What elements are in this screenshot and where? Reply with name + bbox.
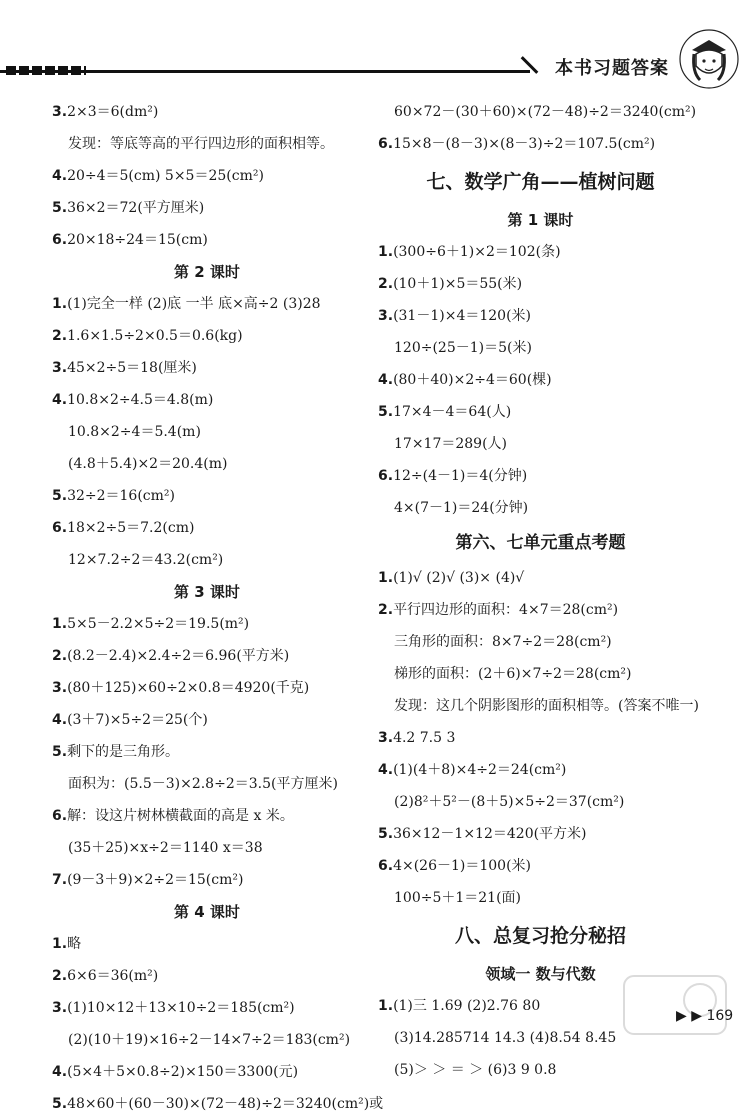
answer-continuation: (35＋25)×x÷2＝1140 x＝38 <box>68 840 263 856</box>
question-number: 3. <box>52 104 68 120</box>
question-number: 1. <box>378 998 394 1014</box>
question-number: 5. <box>52 1096 68 1112</box>
answer-text: 45×2÷5＝18(厘米) <box>67 360 197 376</box>
answer-continuation: 面积为：(5.5－3)×2.8÷2＝3.5(平方厘米) <box>68 776 338 792</box>
answer-line <box>52 736 362 768</box>
lesson-heading: 第 1 课时 <box>507 211 574 229</box>
question-number: 4. <box>378 372 394 388</box>
answer-continuation: 三角形的面积：8×7÷2＝28(cm²) <box>394 634 612 650</box>
answer-text: (1)完全一样 (2)底 一半 底×高÷2 (3)28 <box>67 296 321 312</box>
answer-text: (10＋1)×5＝55(米) <box>393 276 523 292</box>
answer-line <box>52 512 362 544</box>
question-number: 2. <box>52 968 68 984</box>
question-number: 1. <box>378 244 394 260</box>
question-number: 5. <box>378 826 394 842</box>
page-number: ▶ ▶ 169 <box>676 1008 734 1024</box>
answer-line <box>378 594 703 626</box>
watermark-logo <box>620 970 730 1040</box>
answer-text: 5×5－2.2×5÷2＝19.5(m²) <box>67 616 250 632</box>
answer-text: 平行四边形的面积：4×7＝28(cm²) <box>393 602 619 618</box>
lesson-heading: 第 4 课时 <box>174 903 240 921</box>
answer-continuation: 梯形的面积：(2＋6)×7÷2＝28(cm²) <box>394 666 632 682</box>
question-number: 5. <box>52 200 68 216</box>
chapter-heading: 七、数学广角——植树问题 <box>426 171 655 193</box>
answer-continuation: 60×72－(30＋60)×(72－48)÷2＝3240(cm²) <box>394 104 697 120</box>
answer-continuation: 10.8×2÷4＝5.4(m) <box>68 424 201 440</box>
answer-line <box>378 850 703 882</box>
answer-continuation: (2)8²＋5²－(8＋5)×5÷2＝37(cm²) <box>394 794 625 810</box>
right-column <box>378 96 703 1086</box>
question-number: 4. <box>52 1064 68 1080</box>
answer-line <box>378 396 703 428</box>
answer-line <box>52 928 362 960</box>
answer-text: 20×18÷24＝15(cm) <box>67 232 208 248</box>
question-number: 2. <box>378 602 394 618</box>
answer-text: 10.8×2÷4.5＝4.8(m) <box>67 392 214 408</box>
answer-text: 4.2 7.5 3 <box>393 730 456 746</box>
answer-text: 17×4－4＝64(人) <box>393 404 512 420</box>
answer-line <box>378 460 703 492</box>
question-number: 2. <box>52 328 68 344</box>
question-number: 3. <box>378 730 394 746</box>
question-number: 5. <box>52 744 68 760</box>
header-rule <box>0 70 530 73</box>
question-number: 6. <box>378 858 394 874</box>
question-number: 6. <box>52 808 68 824</box>
answer-text: 36×12－1×12＝420(平方米) <box>393 826 587 842</box>
question-number: 3. <box>52 360 68 376</box>
answer-line <box>378 818 703 850</box>
lesson-heading: 领域一 数与代数 <box>485 965 596 983</box>
answer-line <box>52 224 362 256</box>
answer-text: (8.2－2.4)×2.4÷2＝6.96(平方米) <box>67 648 290 664</box>
answer-line <box>52 960 362 992</box>
question-number: 1. <box>52 296 68 312</box>
header-title: 本书习题答案 <box>555 58 669 79</box>
question-number: 2. <box>378 276 394 292</box>
answer-line <box>378 236 703 268</box>
answer-continuation: 4×(7－1)＝24(分钟) <box>394 500 529 516</box>
question-number: 1. <box>52 616 68 632</box>
answer-text: (5×4＋5×0.8÷2)×150＝3300(元) <box>67 1064 299 1080</box>
answer-line <box>52 288 362 320</box>
left-column <box>52 96 384 1120</box>
answer-line <box>378 268 703 300</box>
answer-line <box>52 864 362 896</box>
answer-line <box>378 562 703 594</box>
question-number: 4. <box>52 168 68 184</box>
answer-continuation: 100÷5＋1＝21(面) <box>394 890 522 906</box>
answer-text: (80＋40)×2÷4＝60(棵) <box>393 372 552 388</box>
answer-line <box>52 608 362 640</box>
page-number-value: 169 <box>706 1008 734 1024</box>
answer-continuation: 发现：等底等高的平行四边形的面积相等。 <box>68 136 334 152</box>
answer-line <box>52 320 362 352</box>
answer-continuation: (2)(10＋19)×16÷2－14×7÷2＝183(cm²) <box>68 1032 351 1048</box>
unit-heading: 第六、七单元重点考题 <box>455 533 626 553</box>
answer-text: (3＋7)×5÷2＝25(个) <box>67 712 208 728</box>
answer-text: 12÷(4－1)＝4(分钟) <box>393 468 528 484</box>
question-number: 7. <box>52 872 68 888</box>
chapter-heading: 八、总复习抢分秘招 <box>454 925 626 947</box>
answer-line <box>52 1088 384 1120</box>
question-number: 3. <box>52 680 68 696</box>
answer-line <box>52 96 362 128</box>
answer-text: 20÷4＝5(cm) 5×5＝25(cm²) <box>67 168 264 184</box>
question-number: 6. <box>378 468 394 484</box>
answer-text: 15×8－(8－3)×(8－3)÷2＝107.5(cm²) <box>393 136 656 152</box>
question-number: 4. <box>52 712 68 728</box>
answer-continuation: (4.8＋5.4)×2＝20.4(m) <box>68 456 228 472</box>
answer-text: (1)三 1.69 (2)2.76 80 <box>393 998 541 1014</box>
answer-continuation: 发现：这几个阴影图形的面积相等。(答案不唯一) <box>394 698 699 714</box>
answer-text: (1)√ (2)√ (3)× (4)√ <box>393 570 525 586</box>
answer-line <box>52 480 362 512</box>
answer-line <box>52 192 362 224</box>
answer-text: (1)(4＋8)×4÷2＝24(cm²) <box>393 762 567 778</box>
answer-line <box>52 352 362 384</box>
answer-text: 6×6＝36(m²) <box>67 968 159 984</box>
answer-line <box>52 384 362 416</box>
question-number: 1. <box>378 570 394 586</box>
answer-line <box>52 992 362 1024</box>
question-number: 4. <box>378 762 394 778</box>
question-number: 1. <box>52 936 68 952</box>
answer-text: (80＋125)×60÷2×0.8＝4920(千克) <box>67 680 310 696</box>
answer-text: 2×3＝6(dm²) <box>67 104 159 120</box>
answer-line <box>52 672 362 704</box>
answer-text: 略 <box>67 936 82 952</box>
answer-continuation: 12×7.2÷2＝43.2(cm²) <box>68 552 224 568</box>
question-number: 6. <box>52 520 68 536</box>
question-number: 2. <box>52 648 68 664</box>
answer-line <box>52 640 362 672</box>
answer-text: 解：设这片树林横截面的高是 x 米。 <box>67 808 294 824</box>
answer-text: 48×60＋(60－30)×(72－48)÷2＝3240(cm²)或 <box>67 1096 384 1112</box>
answer-text: (1)10×12＋13×10÷2＝185(cm²) <box>67 1000 295 1016</box>
answer-continuation: 120÷(25－1)＝5(米) <box>394 340 532 356</box>
answer-line <box>52 704 362 736</box>
answer-line <box>52 800 362 832</box>
question-number: 3. <box>52 1000 68 1016</box>
answer-text: 36×2＝72(平方厘米) <box>67 200 205 216</box>
question-number: 6. <box>52 232 68 248</box>
question-number: 6. <box>378 136 394 152</box>
answer-line <box>378 364 703 396</box>
answer-text: (300÷6＋1)×2＝102(条) <box>393 244 561 260</box>
answer-line <box>378 754 703 786</box>
question-number: 3. <box>378 308 394 324</box>
lesson-heading: 第 3 课时 <box>174 583 240 601</box>
answer-line <box>378 300 703 332</box>
answer-line <box>52 160 362 192</box>
lesson-heading: 第 2 课时 <box>174 263 240 281</box>
answer-continuation: 17×17＝289(人) <box>394 436 508 452</box>
question-number: 4. <box>52 392 68 408</box>
answer-text: 18×2÷5＝7.2(cm) <box>67 520 195 536</box>
answer-text: 32÷2＝16(cm²) <box>67 488 175 504</box>
answer-text: 4×(26－1)＝100(米) <box>393 858 531 874</box>
answer-text: 1.6×1.5÷2×0.5＝0.6(kg) <box>67 328 243 344</box>
answer-continuation: (3)14.285714 14.3 (4)8.54 8.45 <box>394 1030 617 1046</box>
answer-continuation: (5)＞ ＞ ＝ ＞ (6)3 9 0.8 <box>394 1062 557 1078</box>
page-header <box>0 0 750 100</box>
answer-line <box>378 128 703 160</box>
mascot-icon <box>678 28 740 90</box>
answer-line <box>52 1056 362 1088</box>
question-number: 5. <box>52 488 68 504</box>
answer-text: (9－3＋9)×2÷2＝15(cm²) <box>67 872 244 888</box>
question-number: 5. <box>378 404 394 420</box>
answer-text: (31－1)×4＝120(米) <box>393 308 531 324</box>
answer-line <box>378 722 703 754</box>
answer-text: 剩下的是三角形。 <box>67 744 180 760</box>
